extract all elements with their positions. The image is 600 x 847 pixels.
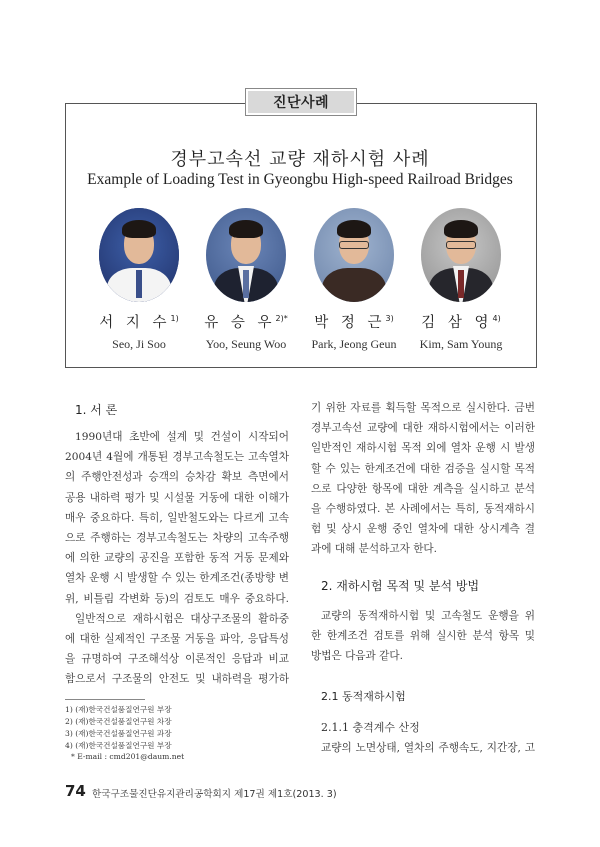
author-1 — [79, 208, 199, 352]
footnote-1: 1) (재)한국건설품질연구원 부장 — [65, 705, 172, 714]
author-name-english: Yoo, Seung Woo — [205, 337, 287, 351]
text-line: 으로 주행하는 경부고속철도는 차량의 고속주행 — [65, 531, 289, 544]
footnote-4: 4) (재)한국건설품질연구원 부장 — [65, 741, 172, 750]
text-line: 에 대한 실제적인 구조물 거동을 파악, 응답특성 — [65, 632, 289, 645]
subsubsection-heading-impact-factor: 2.1.1 충격계수 산정 — [321, 721, 420, 734]
text-line: 경부고속선 교량에 대한 재하시험에서는 이러한 — [311, 422, 535, 435]
text-line: 위, 비틀림 각변화 등)의 검토도 매우 중요하다. — [65, 592, 289, 605]
footnote-rule — [65, 699, 145, 700]
article-category-tag — [245, 88, 357, 116]
author-name-english: Park, Jeong Geun — [311, 337, 397, 351]
text-line: 2004년 4월에 개통된 경부고속철도는 고속열차 — [65, 451, 289, 464]
author-name-english: Kim, Sam Young — [419, 337, 503, 351]
text-line: 공용 내하력 평가 및 시설물 거동에 대한 이해가 — [65, 491, 289, 504]
impact-factor-paragraph — [311, 738, 535, 758]
text-line: 을 수행하였다. 본 사례에서는 특히, 동적재하시 — [311, 502, 535, 515]
journal-citation: 한국구조물진단유지관리공학회지 제17권 제1호(2013. 3) — [92, 789, 337, 800]
method-paragraph — [311, 606, 535, 667]
author-name-korean: 서 지 수$^{1)}$ — [99, 314, 179, 331]
text-line: 일반적인 재하시험 목적 외에 열차 운행 시 발생 — [311, 442, 535, 455]
intro-paragraph-continued — [311, 398, 535, 560]
title-korean: 경부고속선 교량 재하시험 사례 — [170, 149, 430, 170]
article-category-label: 진단사례 — [248, 91, 354, 113]
author-photo — [421, 208, 501, 302]
footnote-email: * E-mail : cmd201@daum.net — [71, 752, 185, 761]
text-line: 에 의한 교량의 공진을 포함한 동적 거동 문제와 — [65, 552, 289, 565]
text-line: 교량의 동적재하시험 및 고속철도 운행을 위 — [321, 610, 535, 622]
author-name-korean: 박 정 근$^{3)}$ — [314, 314, 394, 331]
text-line: 과에 대해 분석하고자 한다. — [311, 543, 438, 556]
left-column — [65, 401, 289, 419]
intro-paragraph-1 — [65, 427, 289, 689]
text-line: 을 규명하여 구조해석상 이론적인 응답과 비교 — [65, 653, 289, 666]
author-photo — [206, 208, 286, 302]
author-name-english: Seo, Ji Soo — [112, 337, 166, 351]
text-line: 한 한계조건 검토를 위해 실시한 분석 항목 및 — [311, 630, 535, 643]
text-line: 방법은 다음과 같다. — [311, 650, 403, 663]
text-line: 으로 다양한 항목에 대한 계측을 실시하고 분석 — [311, 482, 535, 495]
text-line: 할 수 있는 한계조건에 대한 검증을 실시할 목적 — [311, 462, 535, 475]
title-english: Example of Loading Test in Gyeongbu High-speed Railroad Bridges — [87, 171, 513, 188]
text-line: 1990년대 초반에 설계 및 건설이 시작되어 — [75, 431, 289, 443]
author-photo — [99, 208, 179, 302]
author-name-korean: 유 승 우$^{2)*}$ — [204, 314, 288, 331]
footnote-3: 3) (재)한국건설품질연구원 과장 — [65, 729, 172, 738]
author-4 — [401, 208, 521, 352]
section-heading-method: 2. 재하시험 목적 및 분석 방법 — [321, 579, 480, 593]
footnote-2: 2) (재)한국건설품질연구원 차장 — [65, 717, 172, 726]
text-line: 매우 중요하다. 특히, 일반철도와는 다르게 고속 — [65, 511, 289, 524]
subsection-heading-dynamic-test: 2.1 동적재하시험 — [321, 690, 406, 703]
text-line: 일반적으로 재하시험은 대상구조물의 활하중 — [75, 612, 289, 625]
author-2 — [186, 208, 306, 352]
text-line: 의 주행안전성과 승객의 승차감 확보 측면에서 — [65, 471, 289, 484]
text-line: 험 및 상시 운행 중인 열차에 대한 상시계측 결 — [311, 523, 535, 536]
author-name-korean: 김 삼 영$^{4)}$ — [421, 314, 501, 331]
page-number: 74 — [65, 782, 86, 800]
text-line: 열차 운행 시 발생할 수 있는 한계조건(종방향 변 — [65, 572, 289, 585]
author-3 — [294, 208, 414, 352]
section-heading-introduction: 1. 서 론 — [75, 403, 118, 417]
text-line: 교량의 노면상태, 열차의 주행속도, 지간장, 고 — [321, 742, 535, 754]
author-photo — [314, 208, 394, 302]
text-line: 함으로서 구조물의 안전도 및 내하력을 평가하 — [65, 673, 289, 686]
text-line: 기 위한 자료를 획득할 목적으로 실시한다. 금번 — [311, 402, 535, 414]
